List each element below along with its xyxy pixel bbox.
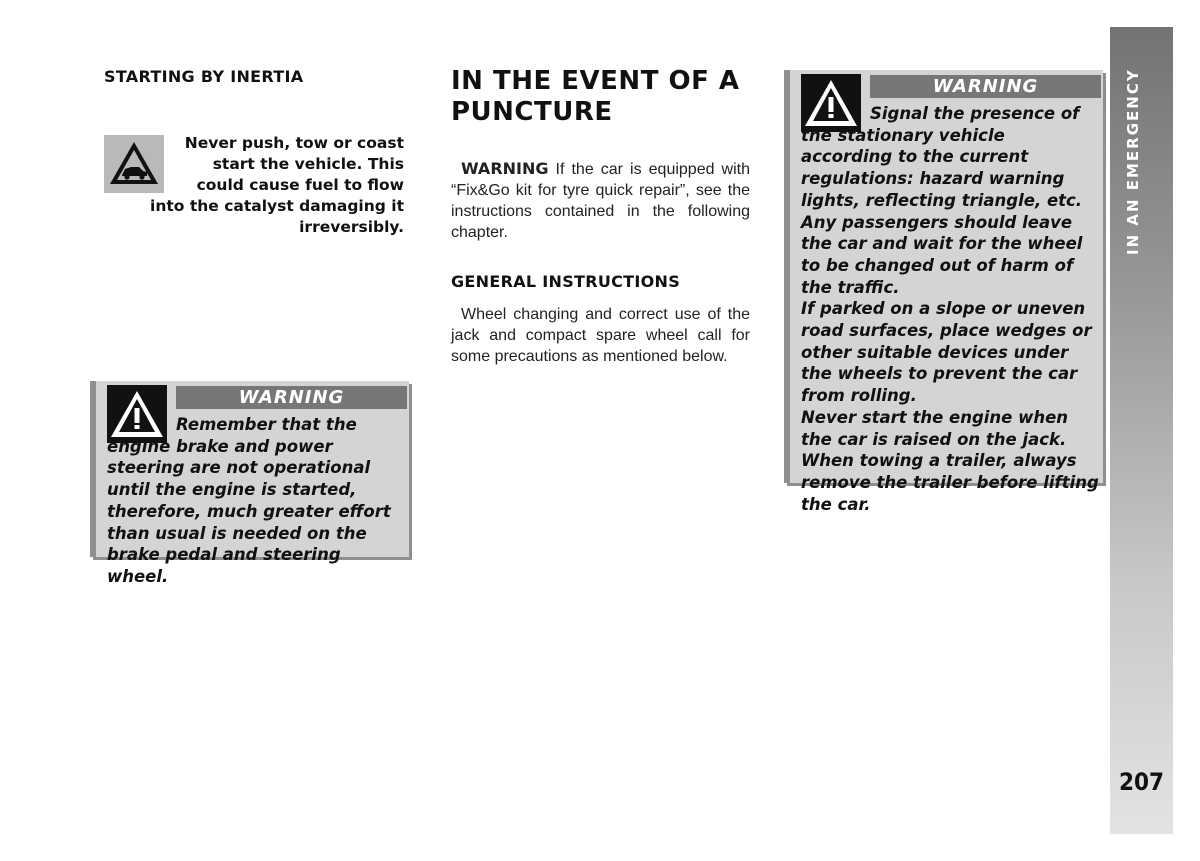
starting-by-inertia-heading: STARTING BY INERTIA bbox=[104, 67, 304, 86]
warning-line: Never start the engine when the car is raised on the jack. bbox=[801, 407, 1069, 449]
warning-line: When towing a trailer, always remove the trailer before lifting the car. bbox=[801, 451, 1099, 514]
caution-note bbox=[104, 133, 404, 238]
warning-line: If parked on a slope or uneven road surfaces, place wedges or other suitable devices under the wheels to prevent the car from rolling. bbox=[801, 299, 1092, 406]
general-instructions-heading: GENERAL INSTRUCTIONS bbox=[451, 272, 681, 291]
caution-text: Never push, tow or coast start the vehicle. This could cause fuel to flow into the catalyst damaging it irreversibly. bbox=[150, 134, 404, 236]
puncture-heading bbox=[451, 66, 741, 128]
section-label: IN AN EMERGENCY bbox=[1124, 68, 1142, 255]
warning-text: Remember that the engine brake and power steering are not operational until the engine is started, therefore, much greater effort than usual is needed on the brake pedal and steering wheel. bbox=[107, 415, 391, 586]
general-instructions-paragraph: Wheel changing and correct use of the jack and compact spare wheel call for some precautions as mentioned below. bbox=[451, 306, 750, 365]
puncture-warning-box bbox=[784, 70, 1103, 514]
engine-brake-warning-box bbox=[90, 381, 409, 586]
warning-lead: WARNING bbox=[461, 159, 549, 178]
page-number: 207 bbox=[1118, 768, 1165, 796]
warning-line: Signal the presence of the stationary vehicle according to the current regulations: hazard warning lights, reflecting triangle, etc. bbox=[801, 104, 1083, 210]
warning-title: WARNING bbox=[870, 75, 1101, 98]
warning-line: Any passengers should leave the car and wait for the wheel to be changed out of harm of the traffic. bbox=[801, 212, 1083, 297]
warning-title: WARNING bbox=[176, 386, 407, 409]
fix-go-text: If the car is equipped with “Fix&Go kit for tyre quick repair”, see the instructions contained in the following chapter. bbox=[451, 161, 750, 241]
puncture-heading-text: IN THE EVENT OF A PUNCTURE bbox=[451, 66, 740, 127]
warning-body bbox=[801, 103, 1101, 515]
car-warning-icon bbox=[104, 135, 164, 193]
fix-go-paragraph bbox=[451, 158, 750, 243]
